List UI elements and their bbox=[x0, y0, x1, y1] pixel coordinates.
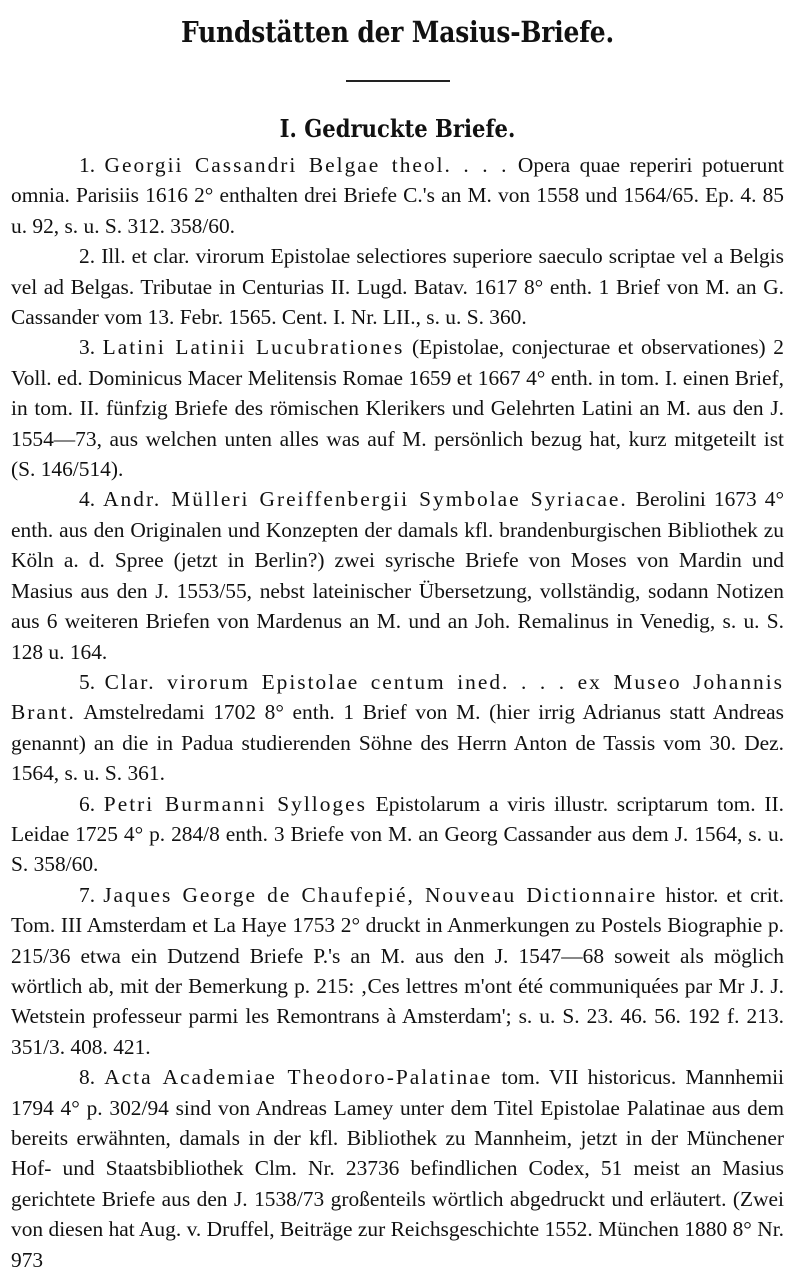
entry-number: 2. bbox=[79, 244, 96, 269]
entry-1 bbox=[11, 150, 784, 241]
entry-body: Berolini 1673 4° enth. aus den Originalen und Konzepten der damals kfl. brandenburgischen Bibliothek zu Köln a. d. Spree (jetzt in Berlin?) zwei syrische Briefe von Moses von Mardin und Masius aus den J. 1553/55, nebst lateinischer Übersetzung, vollständig, sodann Notizen aus 6 weiteren Briefen von Mardenus an M. und an Joh. Remalinus in Venedig, s. u. S. 128 u. 164. bbox=[11, 487, 784, 664]
entry-body: Amstelredami 1702 8° enth. 1 Brief von M. (hier irrig Adrianus statt Andreas genannt) an die in Padua studierenden Söhne des Herrn Anton de Tassis vom 30. Dez. 1564, s. u. S. 361. bbox=[11, 700, 784, 786]
section-heading: I. Gedruckte Briefe. bbox=[279, 114, 516, 143]
entry-6 bbox=[11, 789, 784, 880]
entry-body: Epistolarum a viris illustr. scriptarum tom. II. Leidae 1725 4° p. 284/8 enth. 3 Briefe von M. an Georg Cassander aus dem J. 1564, s. u. S. 358/60. bbox=[11, 791, 784, 877]
entry-number: 4. bbox=[79, 487, 96, 512]
entry-number: 1. bbox=[79, 153, 96, 177]
entry-lead: Jaques George de Chaufepié, Nouveau Dictionnaire bbox=[103, 882, 658, 907]
entry-number: 8. bbox=[79, 1065, 96, 1090]
entry-5 bbox=[11, 667, 784, 789]
entry-lead: Georgii Cassandri Belgae theol. . . . bbox=[104, 153, 509, 177]
entry-2 bbox=[11, 241, 784, 332]
entry-body: histor. et crit. Tom. III Amsterdam et La Haye 1753 2° druckt in Anmerkungen zu Postels Biographie p. 215/36 etwa ein Dutzend Briefe P.'s an M. aus den J. 1547—68 soweit als möglich wörtlich ab, mit der Bemerkung p. 215: ‚Ces lettres m'ont été communiquées par Mr J. J. Wetstein professeur parmi les Remontrans à Amsterdam'; s. u. S. 23. 46. 56. 192 f. 213. 351/3. 408. 421. bbox=[11, 882, 784, 1059]
entry-number: 3. bbox=[79, 335, 96, 360]
entry-number: 5. bbox=[79, 669, 96, 694]
entry-lead: Petri Burmanni Sylloges bbox=[103, 791, 367, 816]
entry-body: (Epistolae, conjecturae et observationes) 2 Voll. ed. Dominicus Macer Melitensis Romae 1659 et 1667 4° enth. in tom. I. einen Brief, in tom. II. fünfzig Briefe des römischen Klerikers und Gelehrten Latini an M. aus den J. 1554—73, aus welchen unten alles was auf M. persönlich bezug hat, kurz mitgeteilt ist (S. 146/514). bbox=[11, 335, 784, 482]
entry-number: 6. bbox=[79, 791, 96, 816]
entry-8 bbox=[11, 1062, 784, 1275]
entry-3 bbox=[11, 332, 784, 484]
entry-lead: Andr. Mülleri Greiffenbergii Symbolae Syriacae. bbox=[103, 487, 628, 512]
page-title: Fundstätten der Masius-Briefe. bbox=[180, 15, 615, 49]
entry-body: Opera quae reperiri potuerunt omnia. Parisiis 1616 2° enthalten drei Briefe C.'s an M. von 1558 und 1564/65. Ep. 4. 85 u. 92, s. u. S. 312. 358/60. bbox=[11, 153, 784, 238]
entry-list bbox=[11, 150, 784, 1275]
entry-7 bbox=[11, 880, 784, 1062]
entry-lead: Acta Academiae Theodoro-Palatinae bbox=[104, 1065, 493, 1090]
entry-lead: Latini Latinii Lucubrationes bbox=[102, 335, 405, 360]
entry-4 bbox=[11, 484, 784, 666]
entry-body: tom. VII historicus. Mannhemii 1794 4° p. 302/94 sind von Andreas Lamey unter dem Titel Epistolae Palatinae aus dem bereits erwähnten, damals in der kfl. Bibliothek zu Mannheim, jetzt in der Münchener Hof- und Staatsbibliothek Clm. Nr. 23736 befindlichen Codex, 51 meist an Masius gerichtete Briefe aus den J. 1538/73 großenteils wörtlich abgedruckt und erläutert. (Zwei von diesen hat Aug. v. Druffel, Beiträge zur Reichsgeschichte 1552. München 1880 8° Nr. 973 bbox=[11, 1065, 784, 1272]
entry-number: 7. bbox=[79, 882, 96, 907]
entry-lead: Clar. virorum Epistolae centum ined. . . . ex Museo Johannis Brant. bbox=[11, 669, 784, 725]
entry-body: Ill. et clar. virorum Epistolae selectiores superiore saeculo scriptae vel a Belgis vel ad Belgas. Tributae in Centurias II. Lugd. Batav. 1617 8° enth. 1 Brief von M. an G. Cassander vom 13. Febr. 1565. Cent. I. Nr. LII., s. u. S. 360. bbox=[11, 244, 784, 330]
